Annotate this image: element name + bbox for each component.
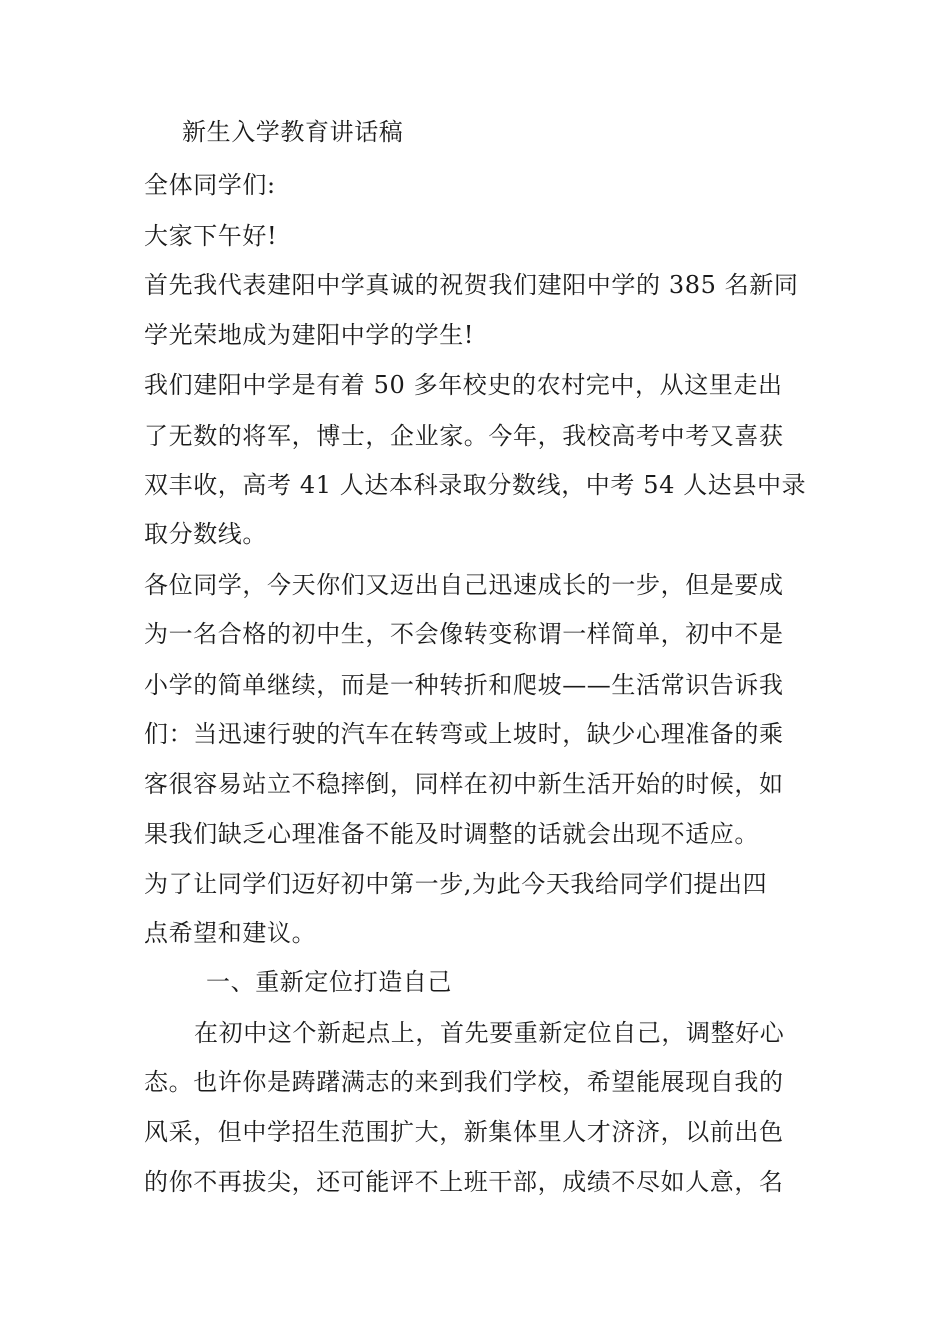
greeting-line: 大家下午好! [144,222,278,250]
paragraph-line: 为了让同学们迈好初中第一步,为此今天我给同学们提出四 [144,870,768,898]
paragraph-line: 小学的简单继续，而是一种转折和爬坡——生活常识告诉我 [144,671,784,699]
paragraph-line: 点希望和建议。 [144,919,317,947]
paragraph-line: 首先我代表建阳中学真诚的祝贺我们建阳中学的 385 名新同 [144,271,799,299]
paragraph-line: 了无数的将军，博士，企业家。今年，我校高考中考又喜获 [144,422,784,450]
paragraph-line: 们：当迅速行驶的汽车在转弯或上坡时，缺少心理准备的乘 [144,720,784,748]
document-title: 新生入学教育讲话稿 [182,118,404,146]
paragraph-line: 在初中这个新起点上，首先要重新定位自己，调整好心 [194,1019,785,1047]
paragraph-line: 态。也许你是踌躇满志的来到我们学校，希望能展现自我的 [144,1068,784,1096]
paragraph-line: 取分数线。 [144,520,267,548]
paragraph-line: 我们建阳中学是有着 50 多年校史的农村完中，从这里走出 [144,371,783,399]
paragraph-line: 的你不再拔尖，还可能评不上班干部，成绩不尽如人意，名 [144,1168,784,1196]
paragraph-line: 学光荣地成为建阳中学的学生! [144,321,475,349]
paragraph-line: 风采，但中学招生范围扩大，新集体里人才济济，以前出色 [144,1118,784,1146]
section-heading: 一、重新定位打造自己 [206,968,452,996]
paragraph-line: 为一名合格的初中生，不会像转变称谓一样简单，初中不是 [144,620,784,648]
paragraph-line: 果我们缺乏心理准备不能及时调整的话就会出现不适应。 [144,820,759,848]
paragraph-line: 双丰收，高考 41 人达本科录取分数线，中考 54 人达县中录 [144,471,807,499]
paragraph-line: 客很容易站立不稳摔倒，同样在初中新生活开始的时候，如 [144,770,784,798]
salutation-line: 全体同学们: [144,171,276,199]
paragraph-line: 各位同学，今天你们又迈出自己迅速成长的一步，但是要成 [144,571,784,599]
